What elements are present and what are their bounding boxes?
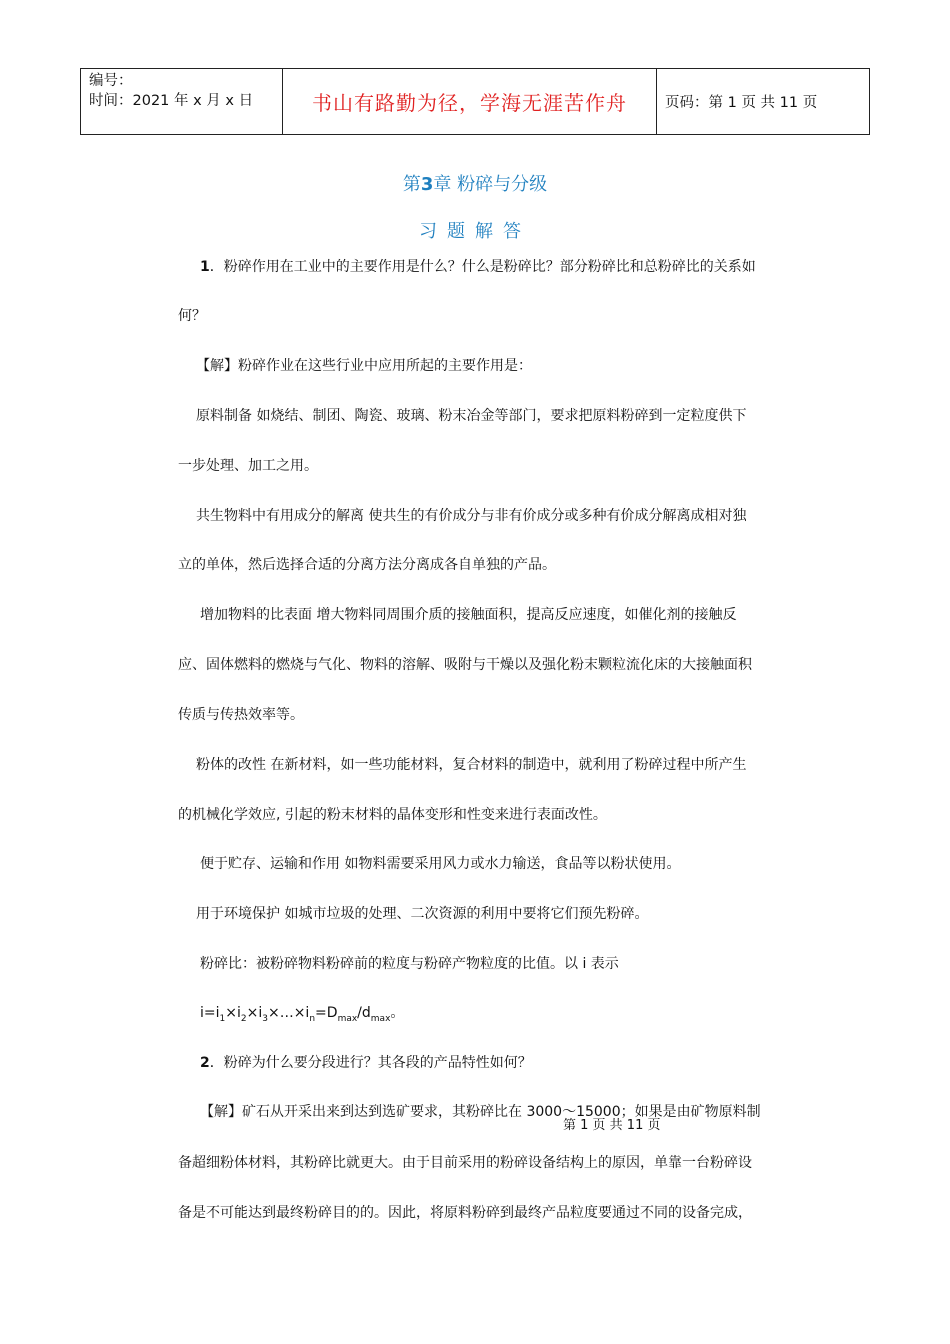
paragraph: 传质与传热效率等。: [178, 707, 304, 723]
chapter-number: 3: [420, 174, 434, 195]
header-table: [80, 68, 870, 135]
formula-part: ×…×i: [267, 1005, 310, 1021]
question-2-number: 2: [200, 1055, 210, 1071]
paragraph: 原料制备 如烧结、制团、陶瓷、玻璃、粉末冶金等部门，要求把原料粉碎到一定粒度供下: [196, 408, 747, 424]
paragraph: 共生物料中有用成分的解离 使共生的有价成分与非有价成分或多种有价成分解离成相对独: [196, 508, 747, 524]
formula-part: i=i: [200, 1005, 220, 1021]
number-label: 编号：: [89, 73, 133, 89]
answer-2-line: 备超细粉体材料，其粉碎比就更大。由于目前采用的粉碎设备结构上的原因，单靠一台粉碎设: [178, 1155, 752, 1171]
answer-2-line: 【解】矿石从开采出来到达到选矿要求，其粉碎比在 3000～15000；如果是由矿物原料制: [200, 1104, 761, 1120]
formula: [200, 1003, 800, 1029]
paragraph: 的机械化学效应, 引起的粉末材料的晶体变形和性变来进行表面改性。: [178, 807, 607, 823]
paragraph: 粉体的改性 在新材料，如一些功能材料，复合材料的制造中，就利用了粉碎过程中所产生: [196, 757, 747, 773]
chapter-title: [0, 170, 950, 196]
paragraph: 应、固体燃料的燃烧与气化、物料的溶解、吸附与干燥以及强化粉末颗粒流化床的大接触面积: [178, 657, 752, 673]
motto: 书山有路勤为径，学海无涯苦作舟: [283, 69, 657, 134]
paragraph: 增加物料的比表面 增大物料同周围介质的接触面积，提高反应速度，如催化剂的接触反: [200, 607, 737, 623]
formula-sub: max: [337, 1013, 358, 1024]
question-2-text: ．粉碎为什么要分段进行？其各段的产品特性如何？: [209, 1055, 532, 1071]
question-1-number: 1: [200, 259, 210, 275]
formula-sub: 2: [240, 1013, 247, 1024]
question-2: [200, 1053, 800, 1073]
page-info: 页码：第 1 页 共 11 页: [665, 95, 818, 111]
question-1-line-2: 何？: [178, 308, 206, 324]
paragraph: 一步处理、加工之用。: [178, 458, 318, 474]
paragraph: 立的单体，然后选择合适的分离方法分离成各自单独的产品。: [178, 557, 556, 573]
formula-part: 。: [390, 1005, 405, 1021]
formula-sub: 1: [219, 1013, 226, 1024]
paragraph: 【解】粉碎作业在这些行业中应用所起的主要作用是：: [196, 358, 532, 374]
formula-part: ×i: [225, 1005, 241, 1021]
header-left-cell: [81, 69, 283, 134]
question-1-text: ．粉碎作用在工业中的主要作用是什么？什么是粉碎比？部分粉碎比和总粉碎比的关系如: [209, 259, 756, 275]
page-footer: 第 1 页 共 11 页: [563, 1118, 661, 1133]
section-title: 习题解答: [419, 221, 531, 242]
formula-sub: 3: [262, 1013, 268, 1024]
question-1-line-1: [200, 257, 800, 277]
paragraph: 粉碎比：被粉碎物料粉碎前的粒度与粉碎产物粒度的比值。以 i 表示: [200, 956, 619, 972]
chapter-suffix: 章 粉碎与分级: [433, 174, 548, 195]
paragraph: 用于环境保护 如城市垃圾的处理、二次资源的利用中要将它们预先粉碎。: [196, 906, 649, 922]
formula-part: ×i: [246, 1005, 263, 1021]
formula-part: /d: [357, 1005, 371, 1021]
formula-sub: max: [370, 1013, 391, 1024]
time-label: 时间：2021 年 x 月 x 日: [89, 93, 254, 109]
formula-sub: n: [309, 1013, 316, 1024]
chapter-prefix: 第: [402, 174, 421, 195]
answer-2-line: 备是不可能达到最终粉碎目的的。因此，将原料粉碎到最终产品粒度要通过不同的设备完成，: [178, 1205, 752, 1221]
paragraph: 便于贮存、运输和作用 如物料需要采用风力或水力输送，食品等以粉状使用。: [200, 856, 681, 872]
formula-part: =D: [315, 1005, 338, 1021]
